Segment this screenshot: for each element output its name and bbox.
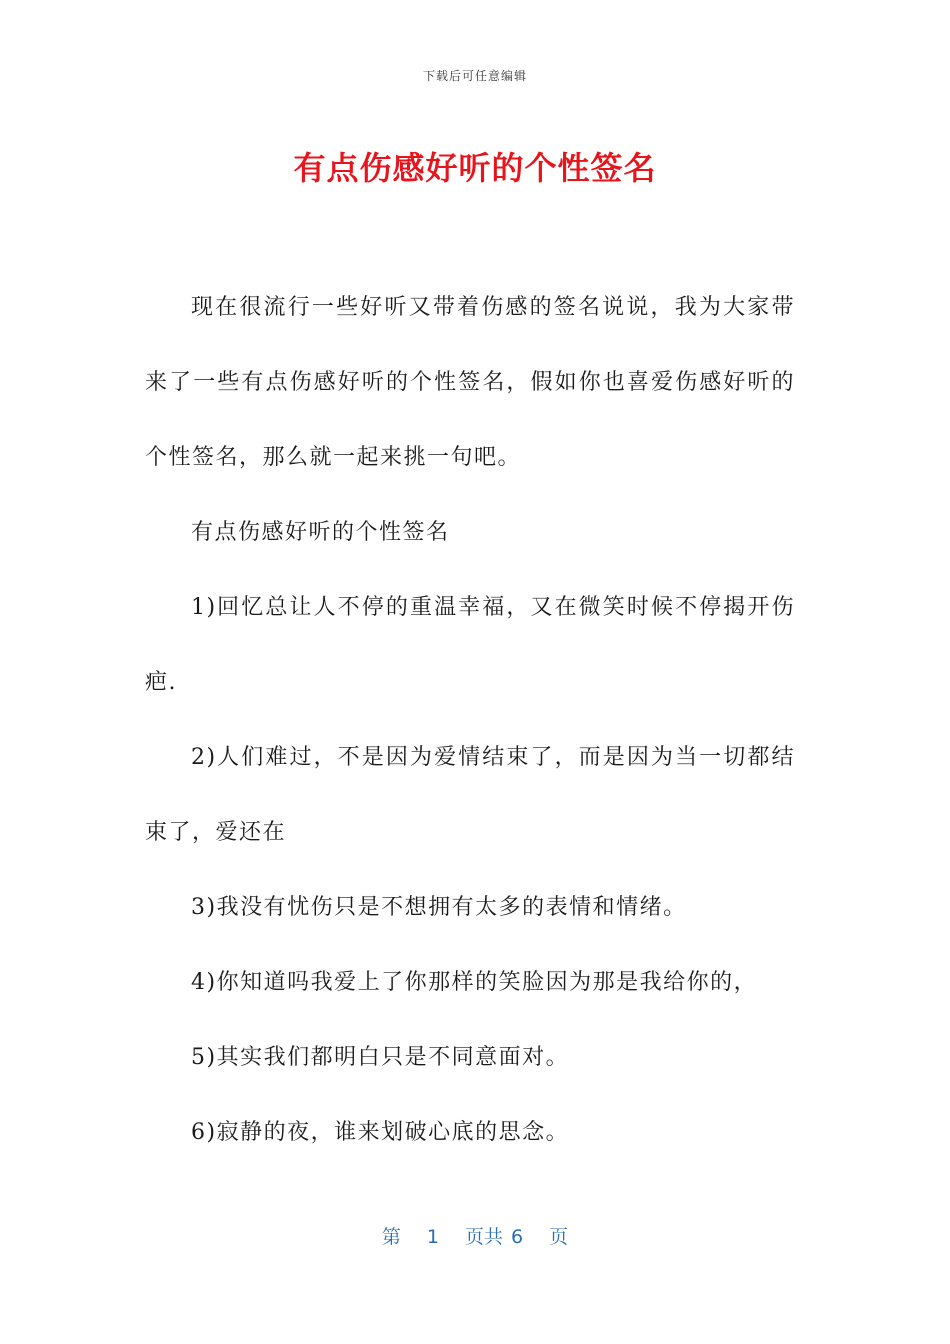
list-item-5: 5)其实我们都明白只是不同意面对。: [191, 1045, 570, 1070]
page-footer: [0, 1222, 950, 1249]
paragraph-subheading: 有点伤感好听的个性签名: [191, 520, 450, 545]
page-prefix: 第: [381, 1226, 401, 1248]
page-suffix: 页: [549, 1226, 569, 1248]
list-item-4: 4)你知道吗我爱上了你那样的笑脸因为那是我给你的，: [191, 970, 758, 995]
paragraph-intro: 现在很流行一些好听又带着伤感的签名说说，我为大家带来了一些有点伤感好听的个性签名，假如你也喜爱伤感好听的个性签名，那么就一起来挑一句吧。: [145, 295, 795, 470]
page-current: 1: [426, 1226, 439, 1248]
header-note: 下载后可任意编辑: [422, 69, 527, 83]
list-item-6: 6)寂静的夜，谁来划破心底的思念。: [191, 1120, 570, 1145]
page-total: 6: [511, 1226, 524, 1248]
list-item-2: 2)人们难过，不是因为爱情结束了，而是因为当一切都结束了，爱还在: [145, 745, 795, 845]
list-item-3: 3)我没有忧伤只是不想拥有太多的表情和情绪。: [191, 895, 687, 920]
document-body: [145, 270, 795, 1170]
document-title: 有点伤感好听的个性签名: [293, 149, 657, 187]
page-mid: 页共: [464, 1226, 503, 1248]
list-item-1: 1)回忆总让人不停的重温幸福，又在微笑时候不停揭开伤疤.: [145, 595, 795, 695]
